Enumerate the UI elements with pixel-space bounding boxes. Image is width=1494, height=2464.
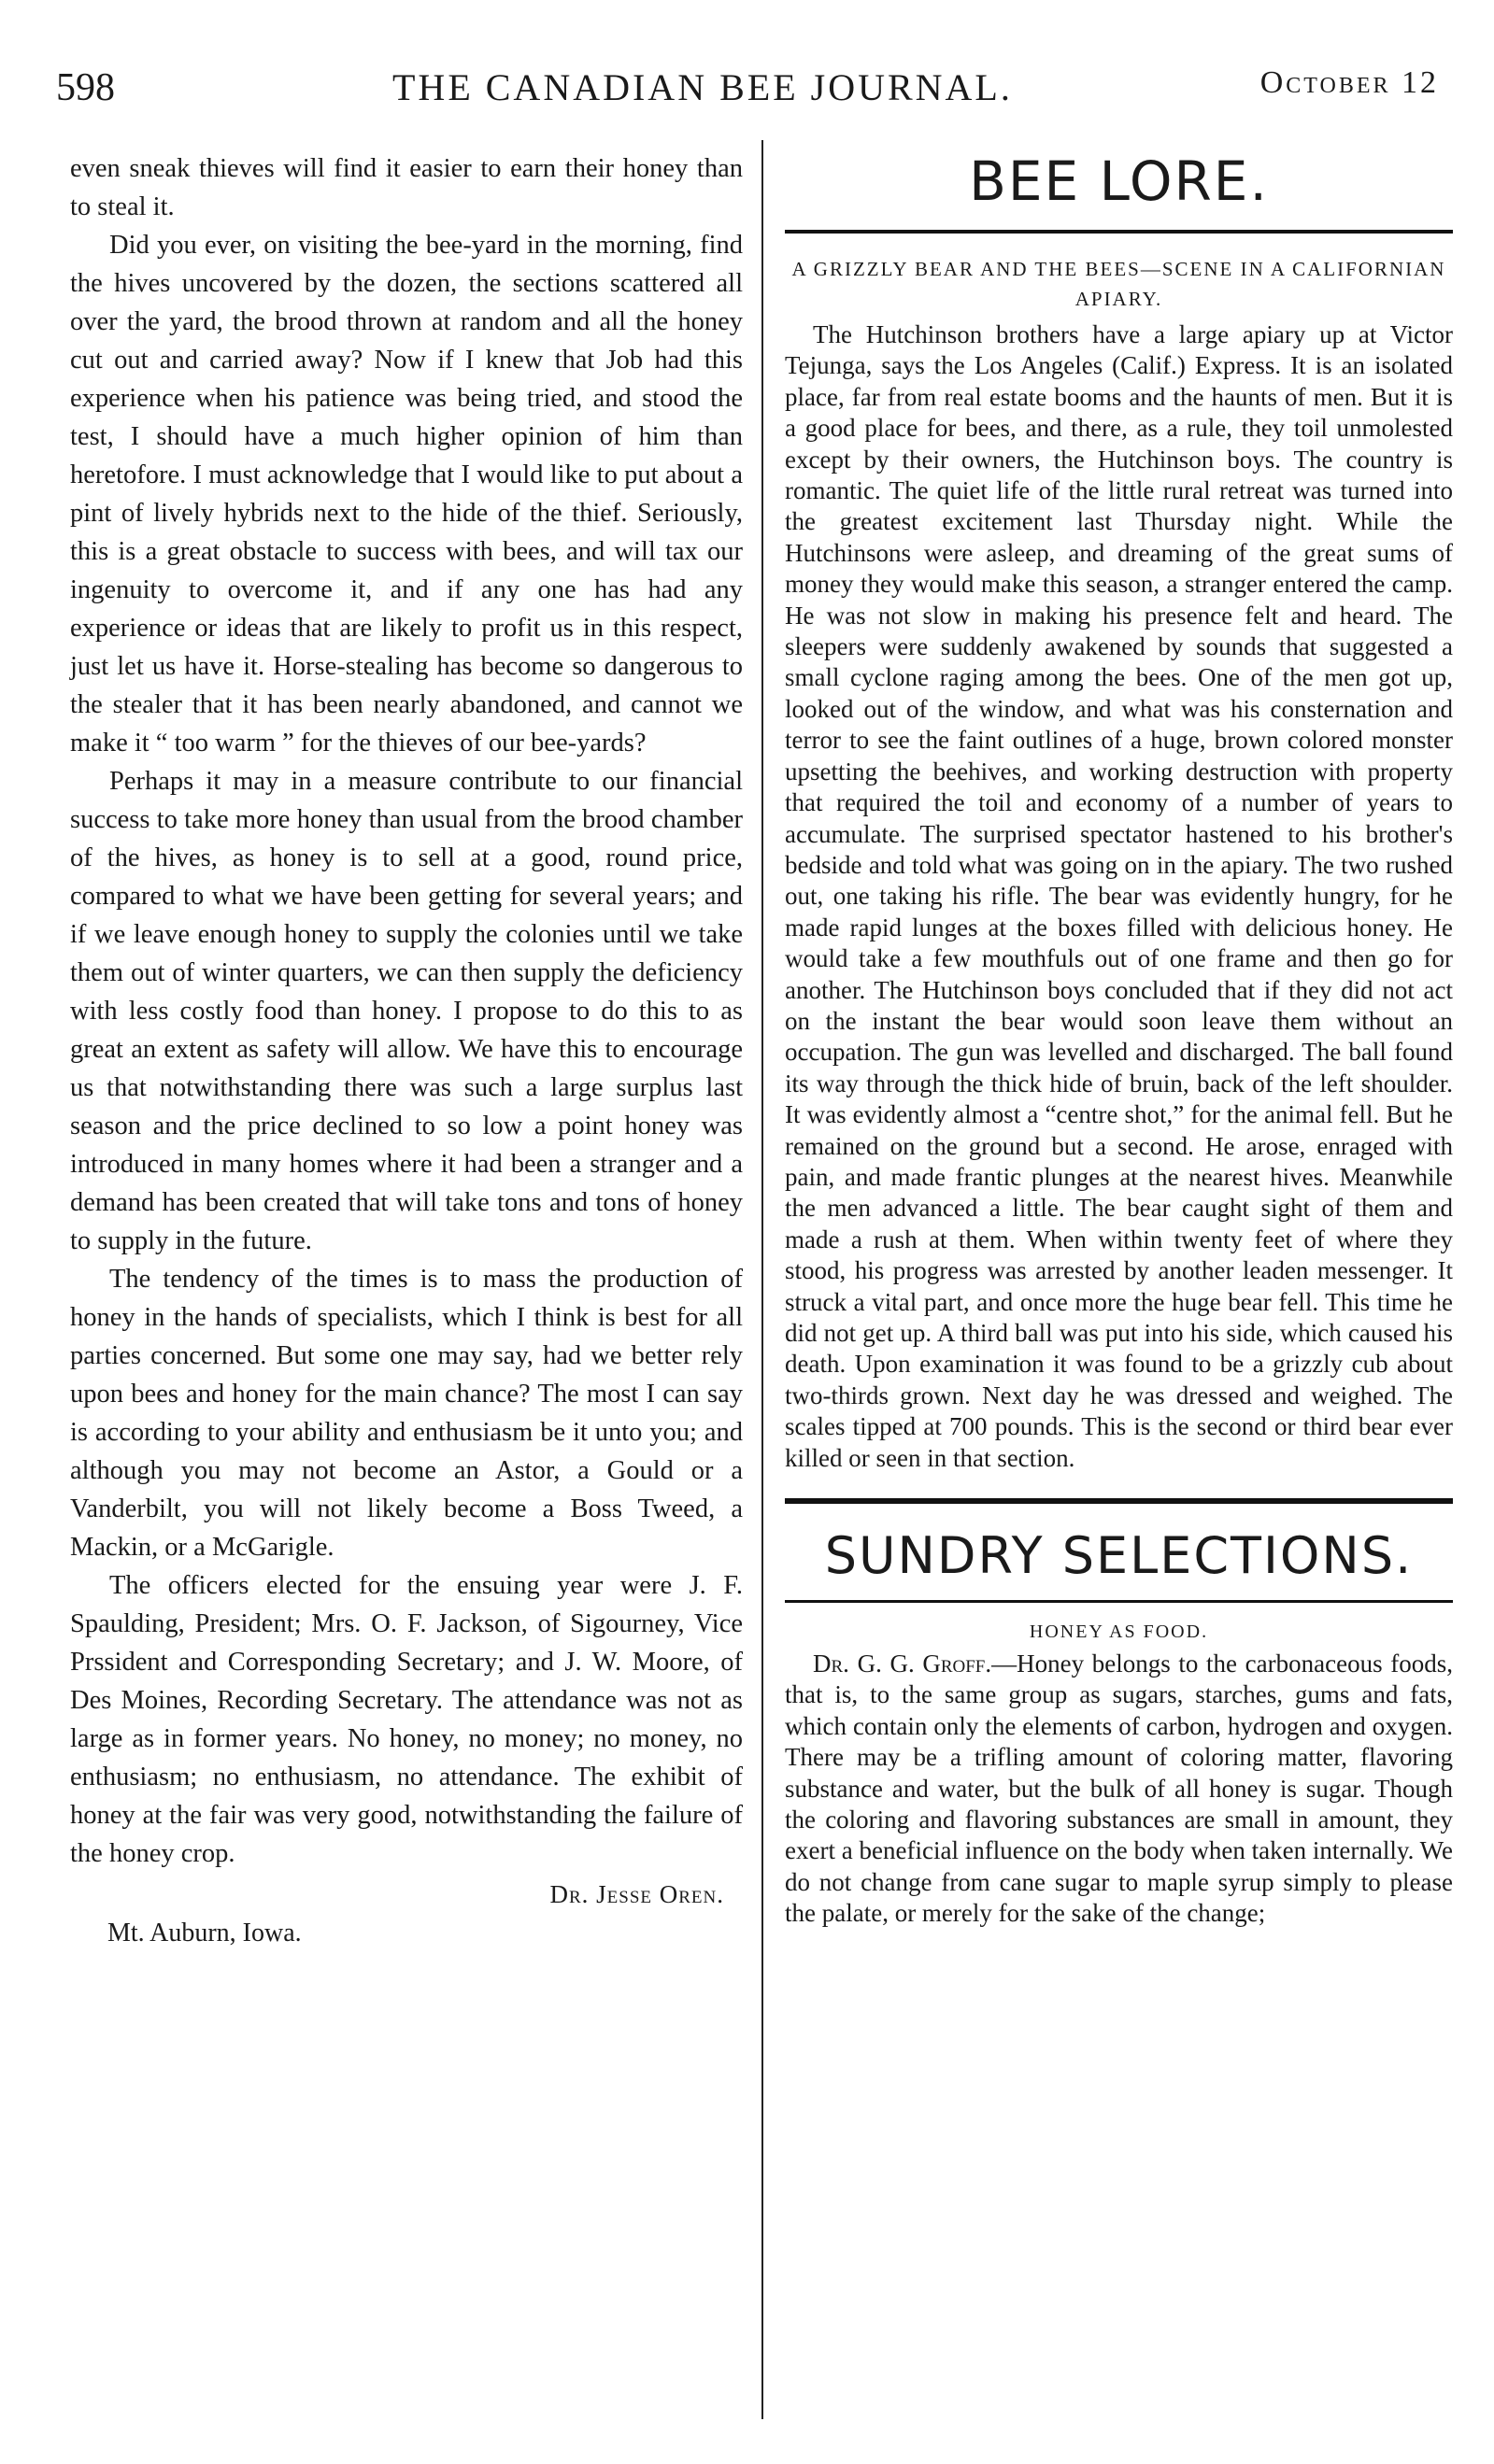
page-number: 598 <box>56 66 115 109</box>
article-text <box>785 1649 1453 1930</box>
article-text: The Hutchinson brothers have a large apiary up at Victor Tejunga, says the Los Angeles (Calif.) Express. It is an isolated place, far from real estate booms and the haunts of men. But it is a good place for bees, and there, as a rule, they toil unmolested except by their owners, the Hutchinson boys. The country is romantic. The quiet life of the little rural retreat was turned into the greatest excitement last Thursday night. While the Hutchinsons were asleep, and dreaming of the great sums of money they would make this season, a stranger entered the camp. He was not slow in making his presence felt and heard. The sleepers were suddenly awakened by sounds that suggested a small cyclone raging among the bees. One of the men got up, looked out of the window, and what was his consternation and terror to see the faint outlines of a huge, brown colored monster upsetting the beehives, and working destruction with property that required the toil and economy of a number of years to accumulate. The surprised spectator hastened to his brother's bedside and told what was going on in the apiary. The two rushed out, one taking his rifle. The bear was evidently hungry, for he made rapid lunges at the boxes filled with delicious honey. He would take a few mouthfuls out of one frame and then go for another. The Hutchinson boys concluded that if they did not act on the instant the bear would soon leave them without an occupation. The gun was levelled and discharged. The ball found its way through the thick hide of bruin, back of the left shoulder. It was evidently almost a “centre shot,” for the animal fell. But he remained on the ground but a second. He arose, enraged with pain, and made frantic plunges at the nearest hives. Meanwhile the men advanced a little. The bear caught sight of them and made a rush at them. When within twenty feet of where they stood, his progress was arrested by another leaden messenger. It struck a vital part, and once more the huge bear fell. This time he did not get up. A third ball was put into his side, which caused his death. Upon examination it was found to be a grizzly cub about two-thirds grown. Next day he was dressed and weighed. The scales tipped at 700 pounds. This is the second or third bear ever killed or seen in that section. <box>785 320 1453 1472</box>
journal-title: THE CANADIAN BEE JOURNAL. <box>392 66 1013 108</box>
article-subtitle: HONEY AS FOOD. <box>1029 1621 1209 1643</box>
right-column <box>785 149 1453 1930</box>
paragraph: The officers elected for the ensuing year were J. F. Spaulding, President; Mrs. O. F. Jackson, of Sigourney, Vice Prssident and Corresponding Secretary; and J. W. Moore, of Des Moines, Recording Secretary. The attendance was not as large as in former years. No honey, no money; no money, no enthusiasm; no enthusiasm, no attendance. The exhibit of honey at the fair was very good, notwithstanding the failure of the honey crop. <box>70 1571 743 1868</box>
paragraph: even sneak thieves will find it easier to earn their honey than to steal it. <box>70 154 743 221</box>
author-place: Mt. Auburn, Iowa. <box>107 1919 302 1947</box>
paragraph: Did you ever, on visiting the bee-yard in the morning, find the hives uncovered by the dozen, the sections scattered all over the yard, the brood thrown at random and all the honey cut out and carried away? Now if I knew that Job had this experience when his patience was being tried, and stood the test, I should have a much higher opinion of him than heretofore. I must acknowledge that I would like to put about a pint of lively hybrids next to the hide of the thief. Seriously, this is a great obstacle to success with bees, and will tax our ingenuity to overcome it, and if any one has had any experience or ideas that are likely to profit us in this respect, just let us have it. Horse-stealing has become so dangerous to the stealer that it has been nearly abandoned, and cannot we make it “ too warm ” for the thieves of our bee-yards? <box>70 231 743 758</box>
author-signature: Dr. Jesse Oren. <box>549 1880 724 1908</box>
paragraph: Perhaps it may in a measure contribute to our financial success to take more honey than usual from the brood chamber of the hives, as honey is to sell at a good, round price, compared to what we have been getting for several years; and if we leave enough honey to supply the colonies until we take them out of winter quarters, we can then supply the deficiency with less costly food than honey. I propose to do this to as great an extent as safety will allow. We have this to encourage us that notwithstanding there was such a large surplus last season and the price declined to so low a point honey was introduced in many homes where it had been a stranger and a demand has been created that will take tons and tons of honey to supply in the future. <box>70 767 743 1255</box>
section-title-bee-lore: BEE LORE. <box>785 149 1453 234</box>
article-subtitle: A GRIZZLY BEAR AND THE BEES—SCENE IN A CALIFORNIAN APIARY. <box>791 258 1446 310</box>
column-divider <box>761 140 763 2419</box>
left-column <box>70 149 743 1948</box>
page-header <box>56 65 1439 121</box>
article-body: —Honey belongs to the carbonaceous foods, that is, to the same group as sugars, starches, gums and fats, which contain only the elements of carbon, hydrogen and oxygen. There may be a trifling amount of coloring matter, flavoring substance and water, but the bulk of all honey is sugar. Though the coloring and flavoring substances are small in amount, they exert a beneficial influence on the body when taken internally. We do not change from cane sugar to maple syrup simply to please the palate, or merely for the sake of the change; <box>785 1650 1453 1928</box>
issue-date: October 12 <box>1259 65 1439 100</box>
section-rule <box>785 1498 1453 1504</box>
paragraph: The tendency of the times is to mass the production of honey in the hands of specialists, which I think is best for all parties concerned. But some one may say, had we better rely upon bees and honey for the main chance? The most I can say is according to your ability and enthusiasm be it unto you; and although you may not become an Astor, a Gould or a Vanderbilt, you will not likely become a Boss Tweed, a Mackin, or a McGarigle. <box>70 1265 743 1562</box>
section-title-sundry-selections: SUNDRY SELECTIONS. <box>785 1526 1453 1603</box>
article-author: Dr. G. G. Groff. <box>813 1650 992 1678</box>
